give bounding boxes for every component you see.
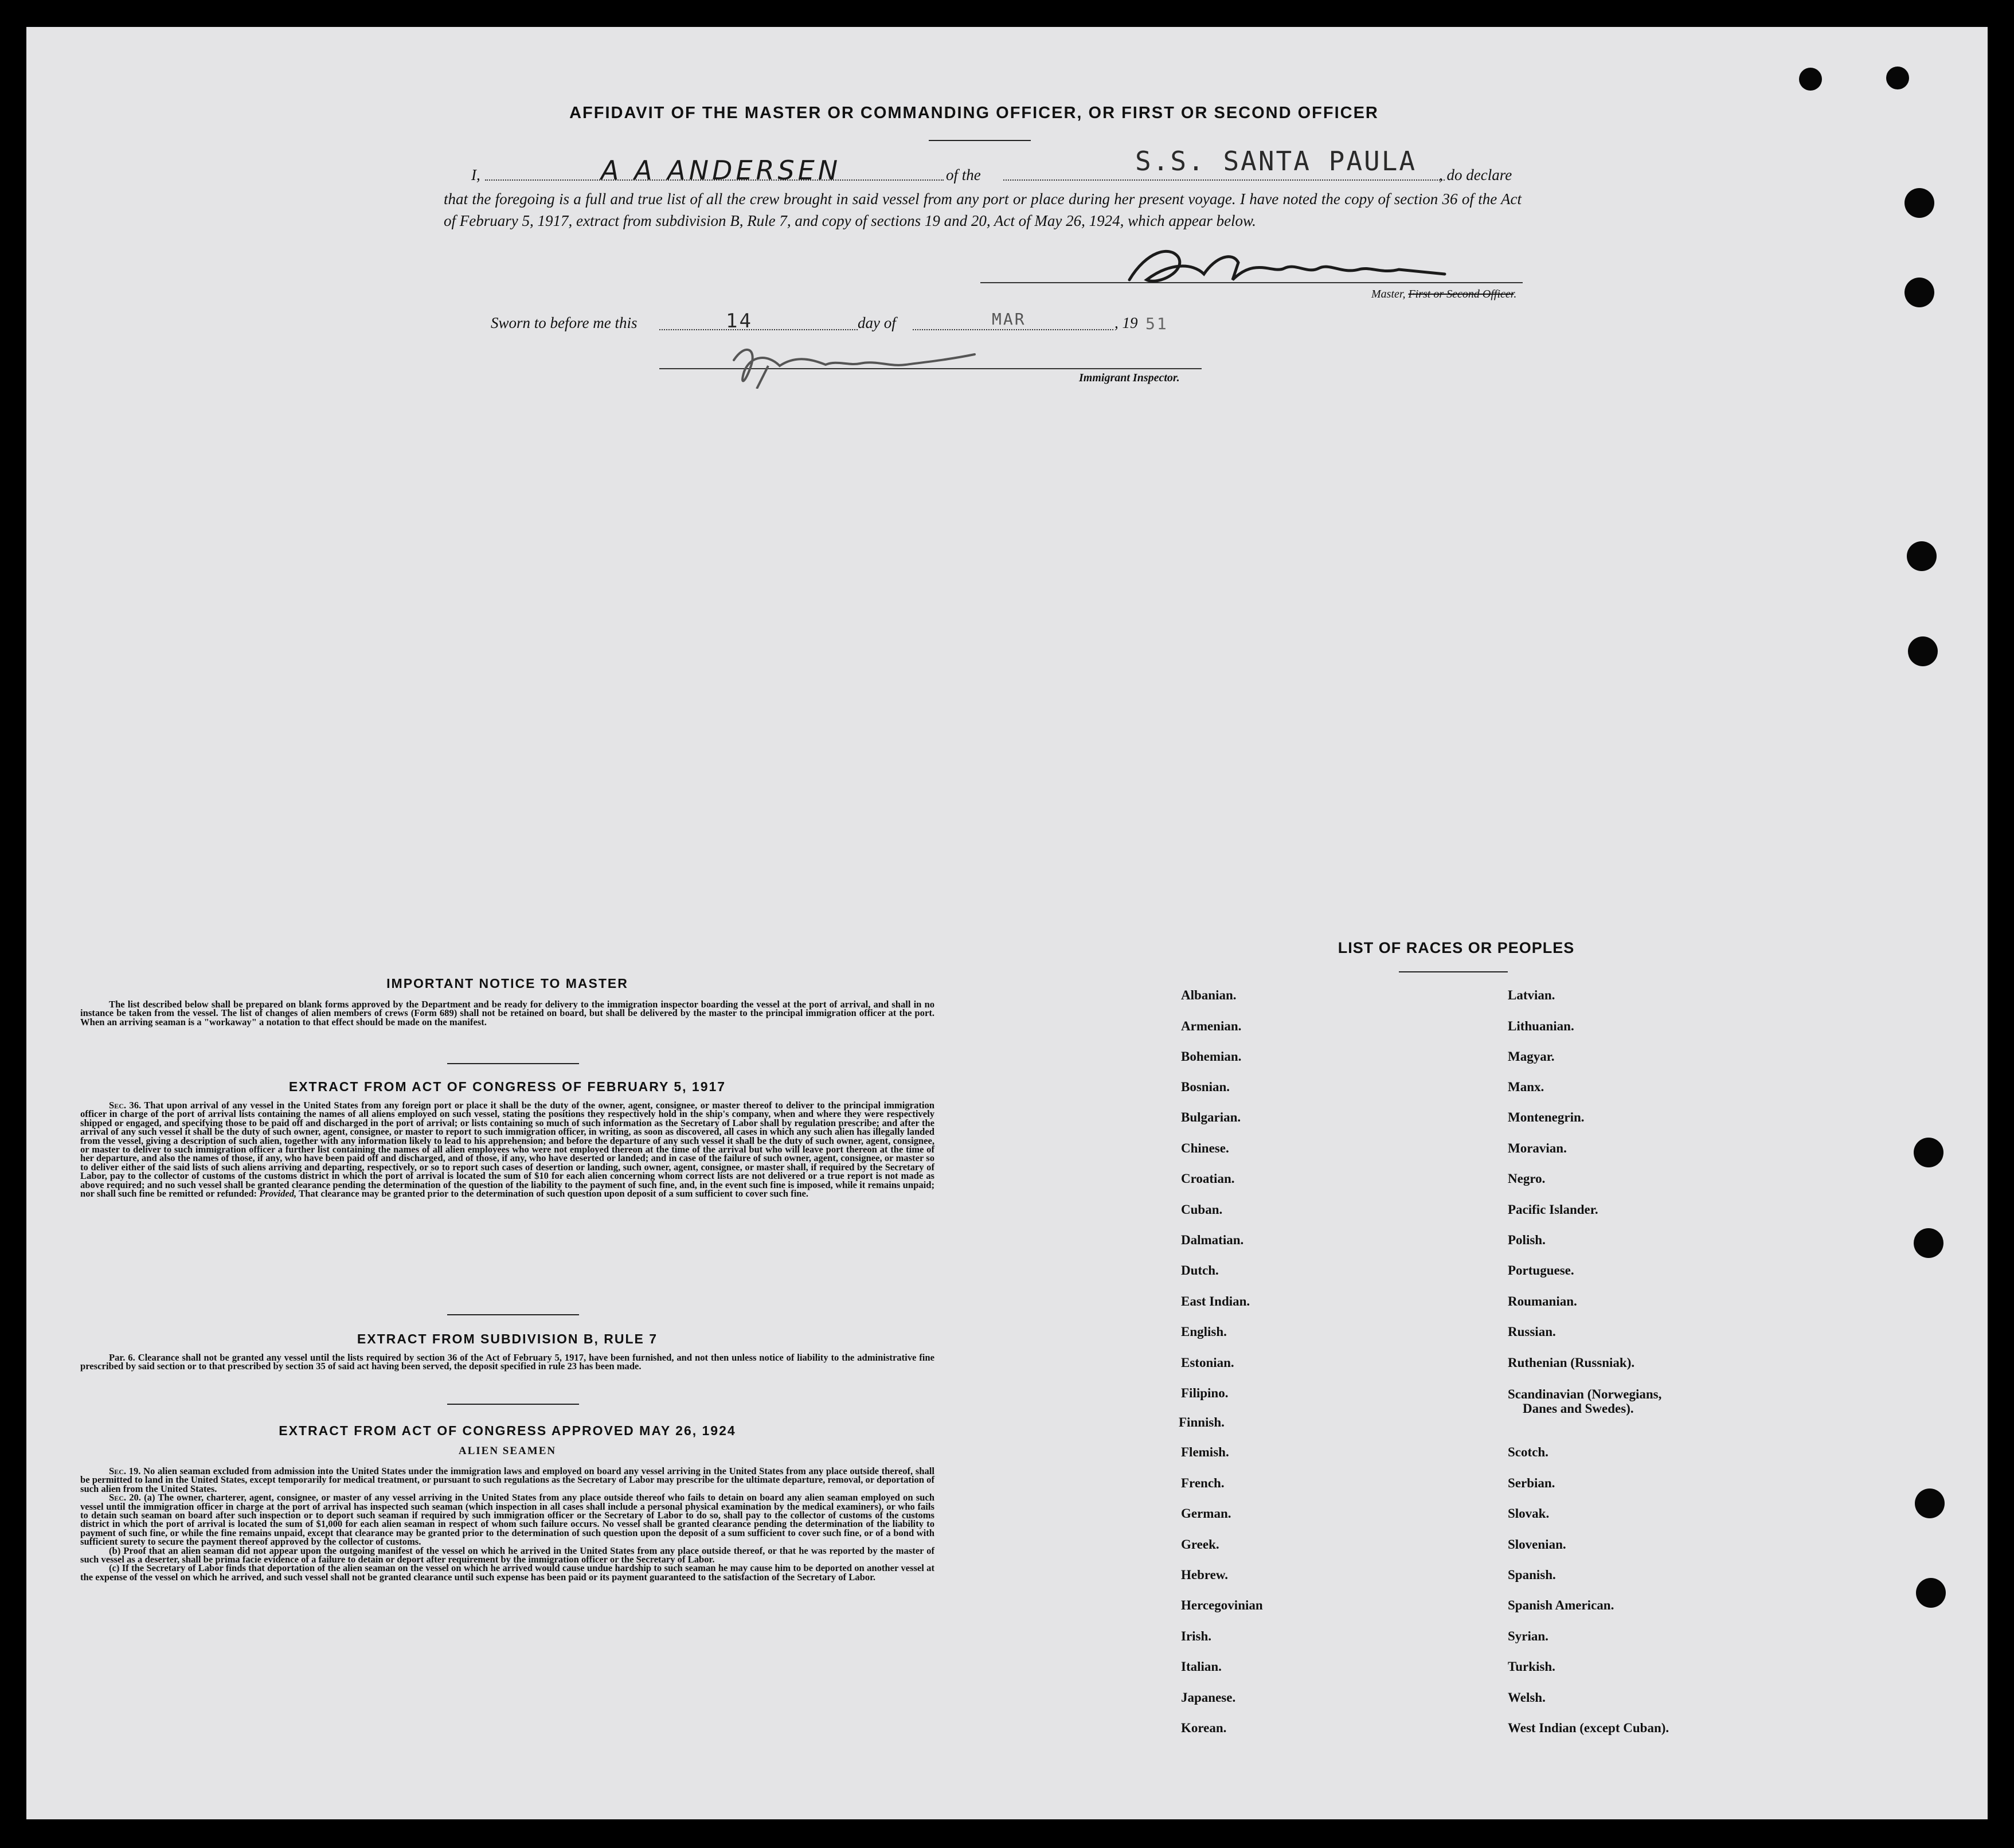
race-item: Lithuanian.: [1508, 1019, 1574, 1033]
notice-text: [80, 1000, 934, 1026]
race-item: Serbian.: [1508, 1476, 1555, 1490]
extract-1924-text: [80, 1467, 934, 1581]
race-item: Pacific Islander.: [1508, 1202, 1598, 1217]
race-item: Finnish.: [1179, 1415, 1225, 1429]
race-item: French.: [1181, 1476, 1225, 1490]
binder-hole: [1799, 68, 1822, 91]
binder-hole: [1904, 188, 1934, 218]
race-item: Syrian.: [1508, 1629, 1548, 1643]
race-item: Slovak.: [1508, 1506, 1550, 1521]
year-prefix: , 19: [1114, 314, 1138, 331]
divider: [929, 140, 1031, 141]
sec36-text-end: That clearance may be granted prior to the determination of such question upon deposit of a sum sufficient to cover such fine.: [299, 1188, 809, 1200]
rule7-paragraph: Par. 6. Clearance shall not be granted any vessel until the lists required by section 36 of the Act of February 5, 1917, have been furnished, and not then unless notice of liability to the administrative fine prescribed by said section or to that prescribed by section 35 of said act having been served, the deposit specified in rule 23 has been made.: [80, 1352, 934, 1372]
sworn-month: MAR: [992, 310, 1026, 329]
binder-hole: [1886, 67, 1909, 89]
race-item: Irish.: [1181, 1629, 1212, 1643]
race-item: Italian.: [1181, 1659, 1222, 1674]
race-item: Flemish.: [1181, 1445, 1229, 1459]
alien-seamen-subtitle: ALIEN SEAMEN: [458, 1445, 557, 1457]
vessel-line: [1003, 179, 1445, 181]
declaration-text: that the foregoing is a full and true list of all the crew brought in said vessel from any port or place during her present voyage. I have noted the copy of section 36 of the Act of February 5, 1917, extract from subdivision B, Rule 7, and copy of sections 19 and 20, Act of May 26, 1924, which appear below.: [444, 190, 1522, 229]
race-item: Chinese.: [1181, 1141, 1229, 1155]
extract-1917-title: EXTRACT FROM ACT OF CONGRESS OF FEBRUARY 5, 1917: [288, 1079, 726, 1094]
binder-hole: [1907, 541, 1937, 571]
struck-officer-text: First or Second Officer: [1408, 288, 1514, 300]
race-item: Hebrew.: [1181, 1568, 1228, 1582]
affidavit-title: AFFIDAVIT OF THE MASTER OR COMMANDING OFFICER, OR FIRST OR SECOND OFFICER: [569, 104, 1379, 122]
of-the-label: of the: [946, 166, 981, 183]
notice-paragraph: The list described below shall be prepared on blank forms approved by the Department and be ready for delivery to the immigration inspector boarding the vessel at the port of arrival, and shall in no instance be taken from the vessel. The list of changes of alien members of crews (Form 689) shall not be retained on board, but shall be delivered by the master to the principal immigration officer at the port. When an arriving seaman is a "workaway" a notation to that effect should be made on the manifest.: [80, 999, 934, 1027]
race-item: Bosnian.: [1181, 1080, 1230, 1094]
race-item: Polish.: [1508, 1233, 1546, 1247]
race-item: Korean.: [1181, 1721, 1227, 1735]
sec20a-text: (a) The owner, charterer, agent, consignee, or master of any vessel arriving in the United States from any place outside thereof who fails to detain on board any alien seaman employed on such vessel until the immigration officer in charge at the port of arrival has inspected such seaman (which inspection in all cases shall include a personal physical examination by the medical examiners), or who fails to detain such seaman on board after such inspection or to deport such seaman if required by such immigration officer or the Secretary of Labor to do so, shall pay to the collector of customs of the customs district in which the port of arrival is located the sum of $1,000 for each alien seaman in respect of whom such failure occurs. No vessel shall be granted clearance pending the determination of the liability to payment of such fine, or while the fine remains unpaid, except that clearance may be granted prior to the determination of such question upon the deposit of a sum sufficient to cover such fine, or of a bond with sufficient surety to secure the payment thereof approved by the collector of customs.: [80, 1492, 934, 1548]
binder-hole: [1908, 636, 1938, 666]
binder-hole: [1915, 1488, 1945, 1518]
race-item: Montenegrin.: [1508, 1110, 1585, 1124]
master-name-handwritten: A A ANDERSEN: [601, 155, 842, 186]
sec20-label: Sec. 20.: [109, 1492, 141, 1503]
sec36-label: Sec. 36.: [109, 1100, 142, 1111]
master-caption-prefix: Master,: [1371, 288, 1409, 300]
race-item: Welsh.: [1508, 1690, 1546, 1705]
race-item: Magyar.: [1508, 1049, 1555, 1064]
sworn-label: Sworn to before me this: [491, 314, 638, 331]
sec36-text: That upon arrival of any vessel in the United States from any foreign port or place it shall be the duty of the owner, agent, consignee, or master thereof to deliver to the principal immigration officer in charge of the port of arrival lists containing the names of all aliens employed on such vessel, stating the positions they respectively hold in the ship's company, when and where they were respectively shipped or engaged, and specifying those to be paid off and discharged in the port of arrival; or lists containing so much of such information as the Secretary of Labor shall by regulation prescribe; and after the arrival of any such vessel it shall be the duty of such owner, agent, consignee, or master to report to such immigration officer, in writing, as soon as discovered, all cases in which any such alien has illegally landed from the vessel, giving a description of such alien, together with any information likely to lead to his apprehension; and before the departure of any such vessel it shall be the duty of such owner, agent, consignee, or master to deliver to such immigration officer a further list containing the names of all alien employees who were not employed thereon at the time of the arrival but who will leave port thereon at the time of her departure, and also the names of those, if any, who have been paid off and discharged, and of those, if any, who have deserted or landed; and in case of the failure of such owner, agent, consignee, or master so to deliver either of the said lists of such aliens arriving and departing, respectively, or so to report such cases of desertion or landing, such owner, agent, consignee, or master shall, if required by the Secretary of Labor, pay to the collector of customs of the customs district in which the port of arrival is located the sum of $10 for each alien concerning whom correct lists are not delivered or a true report is not made as above required; and no such vessel shall be granted clearance pending the determination of the question of the liability to the payment of such fine, and, in the event such fine is imposed, while it remains unpaid; nor shall such fine be remitted or refunded:: [80, 1100, 934, 1200]
races-title: LIST OF RACES OR PEOPLES: [1338, 939, 1575, 956]
binder-hole: [1904, 278, 1934, 307]
binder-hole: [1916, 1578, 1946, 1608]
race-item: Filipino.: [1181, 1386, 1229, 1400]
sworn-day-line: [659, 329, 858, 330]
race-item: Bohemian.: [1181, 1049, 1242, 1064]
race-item: Spanish.: [1508, 1568, 1556, 1582]
race-item: English.: [1181, 1325, 1227, 1339]
race-item: Moravian.: [1508, 1141, 1567, 1155]
inspector-signature: [717, 337, 992, 389]
race-item: Latvian.: [1508, 988, 1555, 1002]
race-item: Bulgarian.: [1181, 1110, 1241, 1124]
race-item: Scotch.: [1508, 1445, 1548, 1459]
sec20c-text: (c) If the Secretary of Labor finds that deportation of the alien seaman on the vessel on which he arrived would cause undue hardship to such seaman he may cause him to be deported on another vessel at the expense of the vessel on which he arrived, and such vessel shall not be granted clearance until such expense has been paid or its payment guaranteed to the satisfaction of the Secretary of Labor.: [80, 1562, 934, 1583]
sec20b-text: (b) Proof that an alien seaman did not appear upon the outgoing manifest of the vessel on which he arrived in the United States from any place outside thereof, or that he was reported by the master of such vessel as a deserter, shall be prima facie evidence of a failure to detain or deport after requirement by the immigration officer or the Secretary of Labor.: [80, 1545, 934, 1565]
race-item: German.: [1181, 1506, 1231, 1521]
divider: [1399, 971, 1508, 972]
race-item: East Indian.: [1181, 1294, 1250, 1308]
race-item: Armenian.: [1181, 1019, 1242, 1033]
race-item: Russian.: [1508, 1325, 1556, 1339]
race-item: Estonian.: [1181, 1355, 1234, 1370]
race-item: Scandinavian (Norwegians,: [1508, 1387, 1662, 1401]
race-item: Portuguese.: [1508, 1263, 1574, 1277]
sec19-label: Sec. 19.: [109, 1466, 141, 1476]
extract-rule7-text: [80, 1353, 934, 1371]
day-of-label: day of: [858, 314, 896, 331]
race-item: Turkish.: [1508, 1659, 1555, 1674]
sec19-text: No alien seaman excluded from admission into the United States under the immigration laws and employed on board any vessel arriving in the United States from any place outside thereof, shall be permitted to land in the United States, except temporarily for medical treatment, or pursuant to such regulations as the Secretary of Labor may prescribe for the ultimate departure, removal, or deportation of such alien from the United States.: [80, 1466, 934, 1494]
race-item: Roumanian.: [1508, 1294, 1577, 1308]
extract-rule7-title: EXTRACT FROM SUBDIVISION B, RULE 7: [357, 1331, 658, 1346]
divider: [447, 1063, 579, 1064]
race-item: Dalmatian.: [1181, 1233, 1244, 1247]
year-stamp: 51: [1145, 314, 1168, 333]
inspector-caption: Immigrant Inspector.: [1079, 372, 1180, 384]
sworn-day: 14: [726, 310, 753, 333]
notice-title: IMPORTANT NOTICE TO MASTER: [386, 976, 628, 991]
race-item: Negro.: [1508, 1171, 1546, 1186]
race-item: Croatian.: [1181, 1171, 1235, 1186]
master-signature: [1124, 240, 1479, 291]
divider: [447, 1404, 579, 1405]
i-label: I,: [471, 166, 480, 183]
race-item: Slovenian.: [1508, 1537, 1566, 1552]
binder-hole: [1914, 1138, 1943, 1167]
vessel-name: S.S. SANTA PAULA: [1135, 146, 1417, 177]
race-item: Greek.: [1181, 1537, 1219, 1552]
provided-label: Provided,: [259, 1188, 297, 1200]
divider: [447, 1314, 579, 1315]
race-item: Spanish American.: [1508, 1598, 1614, 1612]
race-item: Cuban.: [1181, 1202, 1223, 1217]
race-item: Japanese.: [1181, 1690, 1236, 1705]
extract-1924-title: EXTRACT FROM ACT OF CONGRESS APPROVED MAY 26, 1924: [279, 1423, 736, 1438]
master-caption-suffix: .: [1514, 288, 1517, 300]
do-declare-label: , do declare: [1439, 166, 1512, 183]
race-item: Albanian.: [1181, 988, 1237, 1002]
extract-1917-text: [80, 1101, 934, 1198]
race-item: West Indian (except Cuban).: [1508, 1721, 1669, 1735]
race-item: Manx.: [1508, 1080, 1544, 1094]
race-item: Danes and Swedes).: [1523, 1401, 1634, 1416]
race-item: Hercegovinian: [1181, 1598, 1263, 1612]
sworn-month-line: [913, 329, 1113, 330]
master-caption: [1371, 288, 1516, 301]
binder-hole: [1914, 1228, 1943, 1258]
race-item: Dutch.: [1181, 1263, 1219, 1277]
race-item: Ruthenian (Russniak).: [1508, 1355, 1635, 1370]
